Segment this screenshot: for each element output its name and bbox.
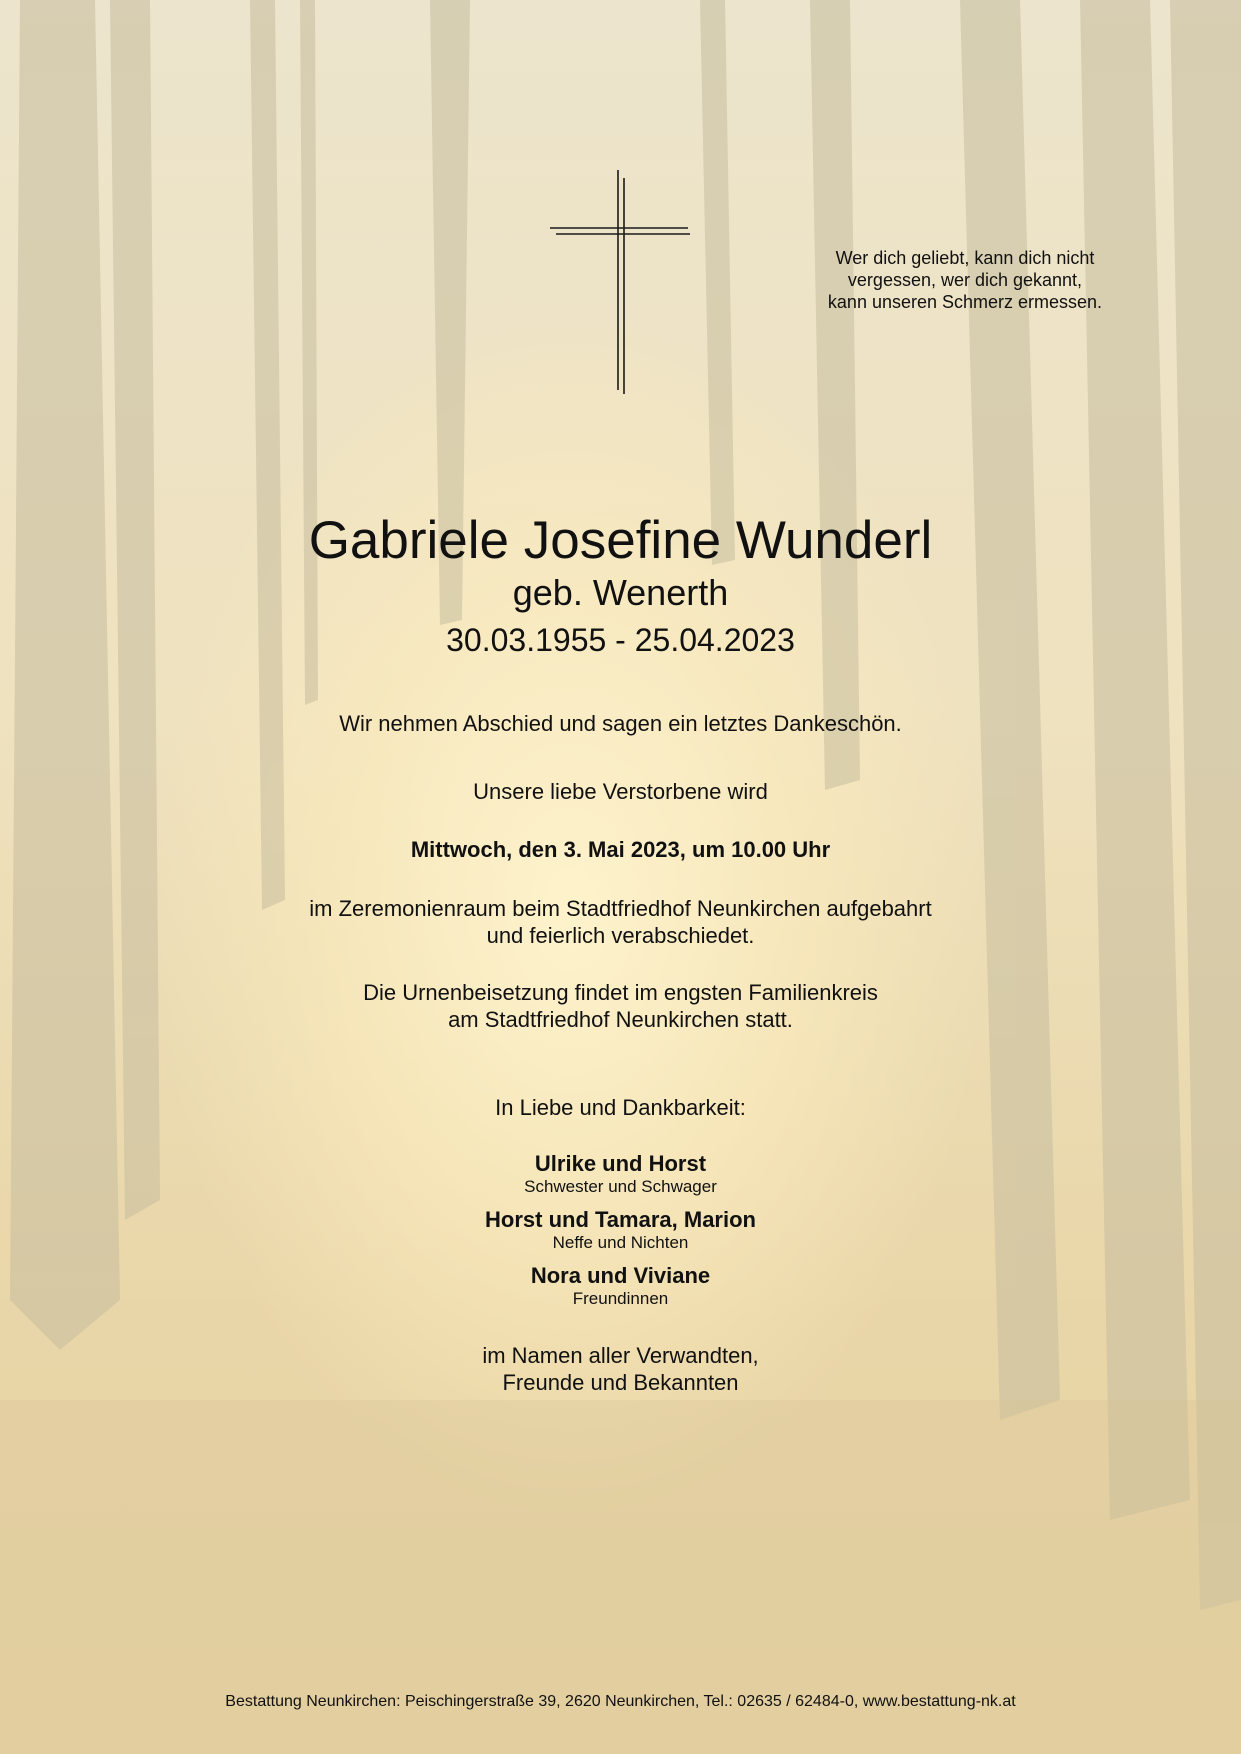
closing-text xyxy=(0,1342,1241,1396)
intro-text: Unsere liebe Verstorbene wird xyxy=(473,779,768,804)
cross-icon xyxy=(548,168,690,394)
urn-line: Die Urnenbeisetzung findet im engsten Familienkreis xyxy=(363,980,878,1005)
deceased-name: Gabriele Josefine Wunderl xyxy=(308,511,933,570)
closing-line: im Namen aller Verwandten, xyxy=(482,1343,759,1368)
mourner-group xyxy=(0,1263,1241,1309)
funeral-home-footer: Bestattung Neunkirchen: Peischingerstraße 39, 2620 Neunkirchen, Tel.: 02635 / 62484-0, www.bestattung-nk.at xyxy=(225,1693,1016,1710)
urn-burial-text xyxy=(0,979,1241,1033)
gratitude-text: In Liebe und Dankbarkeit: xyxy=(495,1095,746,1120)
mourner-group xyxy=(0,1151,1241,1197)
closing-line: Freunde und Bekannten xyxy=(502,1370,739,1395)
ceremony-text xyxy=(0,895,1241,949)
ceremony-date-time: Mittwoch, den 3. Mai 2023, um 10.00 Uhr xyxy=(410,837,831,862)
mourner-names: Horst und Tamara, Marion xyxy=(485,1207,756,1232)
quote-line: kann unseren Schmerz ermessen. xyxy=(827,292,1103,312)
mourner-group xyxy=(0,1207,1241,1253)
quote-line: Wer dich geliebt, kann dich nicht xyxy=(835,248,1095,268)
mourner-names: Ulrike und Horst xyxy=(534,1151,707,1176)
mourner-names: Nora und Viviane xyxy=(530,1263,711,1288)
mourner-relation: Freundinnen xyxy=(572,1289,669,1308)
life-dates: 30.03.1955 - 25.04.2023 xyxy=(446,622,795,658)
birth-name: geb. Wenerth xyxy=(512,572,729,613)
ceremony-line: im Zeremonienraum beim Stadtfriedhof Neunkirchen aufgebahrt xyxy=(309,896,932,921)
urn-line: am Stadtfriedhof Neunkirchen statt. xyxy=(448,1007,793,1032)
mourner-relation: Schwester und Schwager xyxy=(524,1177,717,1196)
farewell-text: Wir nehmen Abschied und sagen ein letztes Dankeschön. xyxy=(339,711,902,736)
quote-line: vergessen, wer dich gekannt, xyxy=(847,270,1083,290)
ceremony-line: und feierlich verabschiedet. xyxy=(486,923,755,948)
memorial-quote xyxy=(800,247,1130,313)
mourner-relation: Neffe und Nichten xyxy=(552,1233,689,1252)
